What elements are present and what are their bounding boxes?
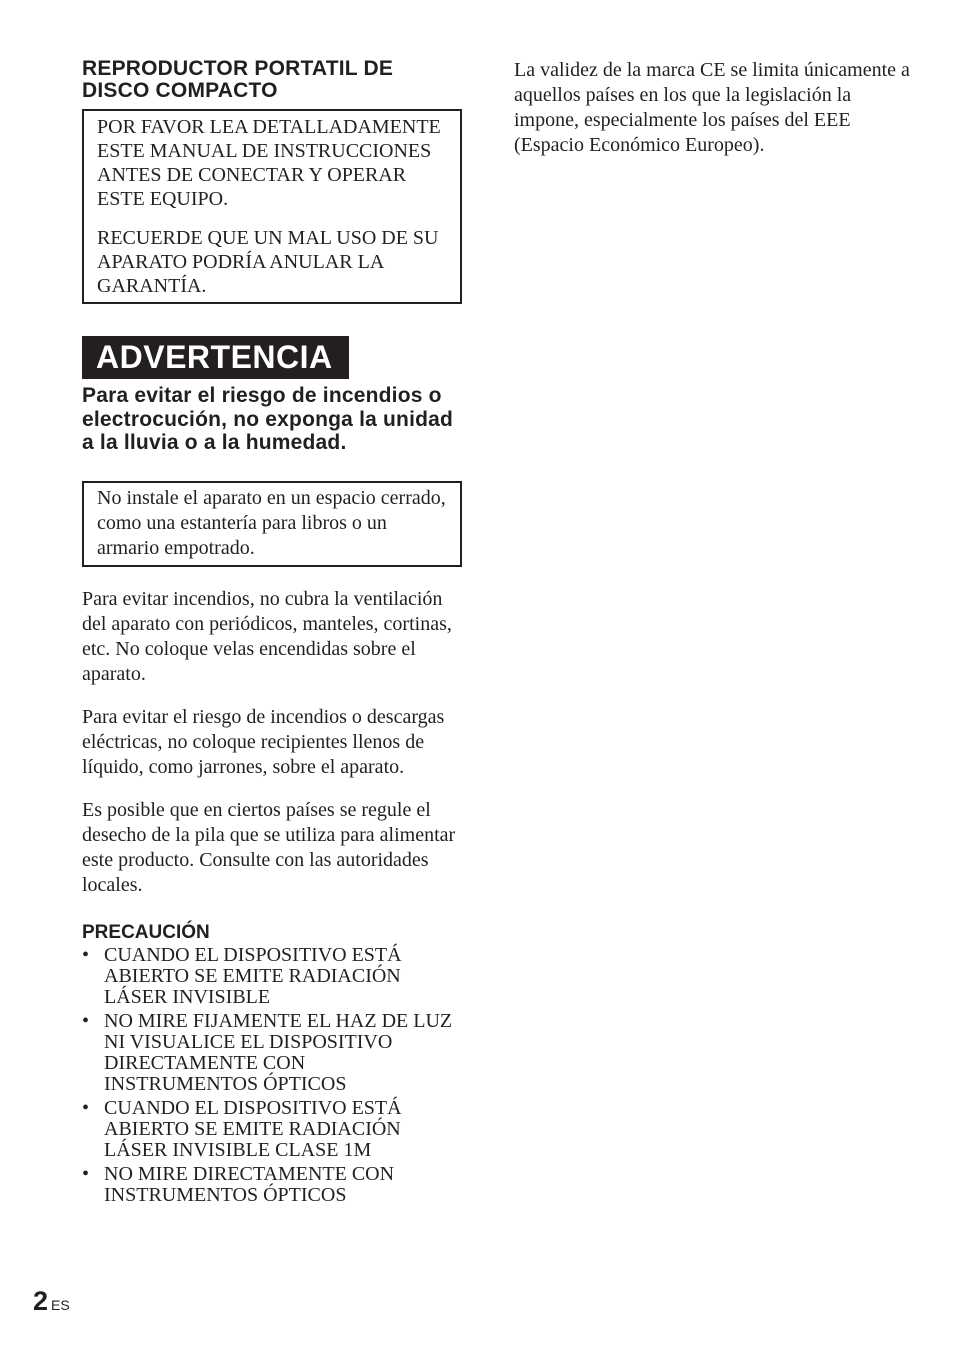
list-item xyxy=(82,945,462,1008)
paragraph-ventilation: Para evitar incendios, no cubra la ventilación del aparato con periódicos, manteles, cortinas, etc. No coloque velas encendidas sobre el aparato. xyxy=(82,587,452,685)
paragraph-liquids: Para evitar el riesgo de incendios o descargas eléctricas, no coloque recipientes llenos de líquido, como jarrones, sobre el aparato. xyxy=(82,705,445,778)
paragraph-battery: Es posible que en ciertos países se regule el desecho de la pila que se utiliza para alimentar este producto. Consulte con las autoridades locales. xyxy=(82,798,456,896)
precaution-text: CUANDO EL DISPOSITIVO ESTÁ ABIERTO SE EMITE RADIACIÓN LÁSER INVISIBLE xyxy=(104,943,402,1008)
page-language: ES xyxy=(51,1297,70,1313)
advertencia-banner: ADVERTENCIA xyxy=(82,336,349,379)
warning-text: Para evitar el riesgo de incendios o electrocución, no exponga la unidad a la lluvia o a la humedad. xyxy=(82,384,454,454)
list-item xyxy=(82,1098,462,1161)
notice-box xyxy=(82,109,462,304)
bullet-icon: • xyxy=(82,1096,90,1119)
precaution-list xyxy=(82,945,462,1206)
ce-mark-paragraph: La validez de la marca CE se limita únicamente a aquellos países en los que la legislación la impone, especialmente los países del EEE (Espacio Económico Europeo). xyxy=(514,59,910,156)
left-column xyxy=(82,58,462,1209)
notice-read-manual: POR FAVOR LEA DETALLADAMENTE ESTE MANUAL DE INSTRUCCIONES ANTES DE CONECTAR Y OPERAR ESTE EQUIPO. xyxy=(97,116,441,210)
bullet-icon: • xyxy=(82,1162,90,1185)
precaution-title: PRECAUCIÓN xyxy=(82,921,210,943)
list-item xyxy=(82,1011,462,1095)
bullet-icon: • xyxy=(82,1009,90,1032)
install-box: No instale el aparato en un espacio cerrado, como una estantería para libros o un armario empotrado. xyxy=(82,481,462,567)
precaution-text: CUANDO EL DISPOSITIVO ESTÁ ABIERTO SE EMITE RADIACIÓN LÁSER INVISIBLE CLASE 1M xyxy=(104,1096,402,1161)
precaution-text: NO MIRE DIRECTAMENTE CON INSTRUMENTOS ÓPTICOS xyxy=(104,1162,395,1206)
bullet-icon: • xyxy=(82,943,90,966)
right-column xyxy=(514,58,914,158)
precaution-text: NO MIRE FIJAMENTE EL HAZ DE LUZ NI VISUALICE EL DISPOSITIVO DIRECTAMENTE CON INSTRUMENTOS ÓPTICOS xyxy=(104,1009,453,1095)
notice-warranty: RECUERDE QUE UN MAL USO DE SU APARATO PODRÍA ANULAR LA GARANTÍA. xyxy=(97,227,439,297)
document-heading: REPRODUCTOR PORTATIL DE DISCO COMPACTO xyxy=(82,57,394,102)
page-number: 2 xyxy=(33,1286,49,1316)
list-item xyxy=(82,1164,462,1206)
